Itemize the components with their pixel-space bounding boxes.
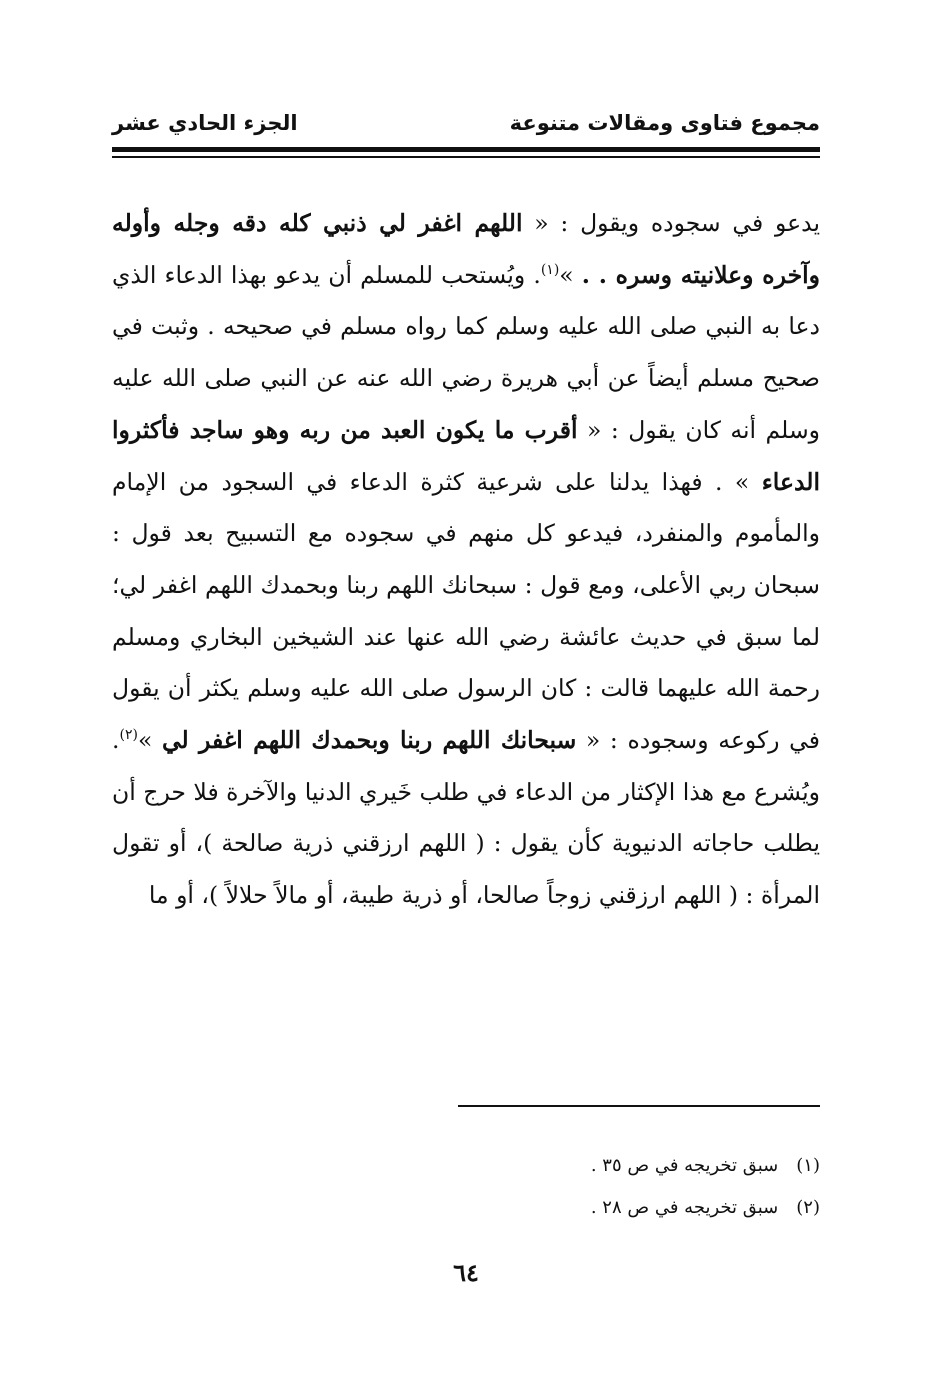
volume-label: الجزء الحادي عشر: [112, 111, 298, 135]
header-rule-thick: [112, 147, 820, 152]
footnote-number: (١): [796, 1155, 820, 1176]
footnote-text: سبق تخريجه في ص ٢٨ .: [590, 1197, 779, 1218]
footnote-item: [458, 1187, 820, 1229]
text-segment: . ويُستحب للمسلم أن يدعو بهذا الدعاء الذي دعا به النبي صلى الله عليه وسلم كما رواه مسلم في صحيحه . وثبت في صحيح مسلم أيضاً عن أبي هريرة رضي الله عنه عن النبي صلى الله عليه وسلم أنه كان يقول : «: [112, 260, 820, 444]
hadith-quote: أقرب ما يكون العبد من ربه وهو ساجد فأكثروا الدعاء: [112, 415, 820, 496]
footnote-number: (٢): [796, 1197, 820, 1218]
footnote-item: [458, 1145, 820, 1187]
hadith-quote: سبحانك اللهم ربنا وبحمدك اللهم اغفر لي: [161, 726, 577, 755]
text-segment: »: [559, 260, 582, 289]
text-segment: » . فهذا يدلنا على شرعية كثرة الدعاء في السجود من الإمام والمأموم والمنفرد، فيدعو كل منهم في سجوده مع التسبيح بعد قول : سبحان ربي الأعلى، ومع قول : سبحانك اللهم ربنا وبحمدك اللهم اغفر لي؛ لما سبق في حديث عائشة رضي الله عنها عند الشيخين البخاري ومسلم رحمة الله عليهما قالت : كان الرسول صلى الله عليه وسلم يكثر أن يقول في ركوعه وسجوده : «: [112, 467, 820, 755]
page-number: ٦٤: [453, 1258, 479, 1287]
text-segment: . ويُشرع مع هذا الإكثار من الدعاء في طلب خَيري الدنيا والآخرة فلا حرج أن يطلب حاجاته الدنيوية كأن يقول : ( اللهم ارزقني ذرية صالحة )، أو تقول المرأة : ( اللهم ارزقني زوجاً صالحا، أو ذرية طيبة، أو مالاً حلالاً )، أو ما: [112, 726, 820, 910]
main-text: [112, 198, 820, 922]
footnote-ref[interactable]: (٢): [119, 727, 138, 744]
text-segment: »: [137, 726, 162, 755]
hadith-quote: اللهم اغفر لي ذنبي كله دقه وجله وأوله وآخره وعلانيته وسره . .: [112, 209, 820, 289]
footnote-text: سبق تخريجه في ص ٣٥ .: [590, 1155, 779, 1176]
header-rule-thin: [112, 156, 820, 158]
footnotes: [458, 1145, 820, 1229]
text-segment: يدعو في سجوده ويقول : «: [522, 209, 820, 237]
running-header: [112, 108, 820, 138]
book-title: مجموع فتاوى ومقالات متنوعة: [509, 111, 820, 135]
footnote-ref[interactable]: (١): [540, 261, 560, 278]
footnote-separator: [458, 1105, 820, 1107]
